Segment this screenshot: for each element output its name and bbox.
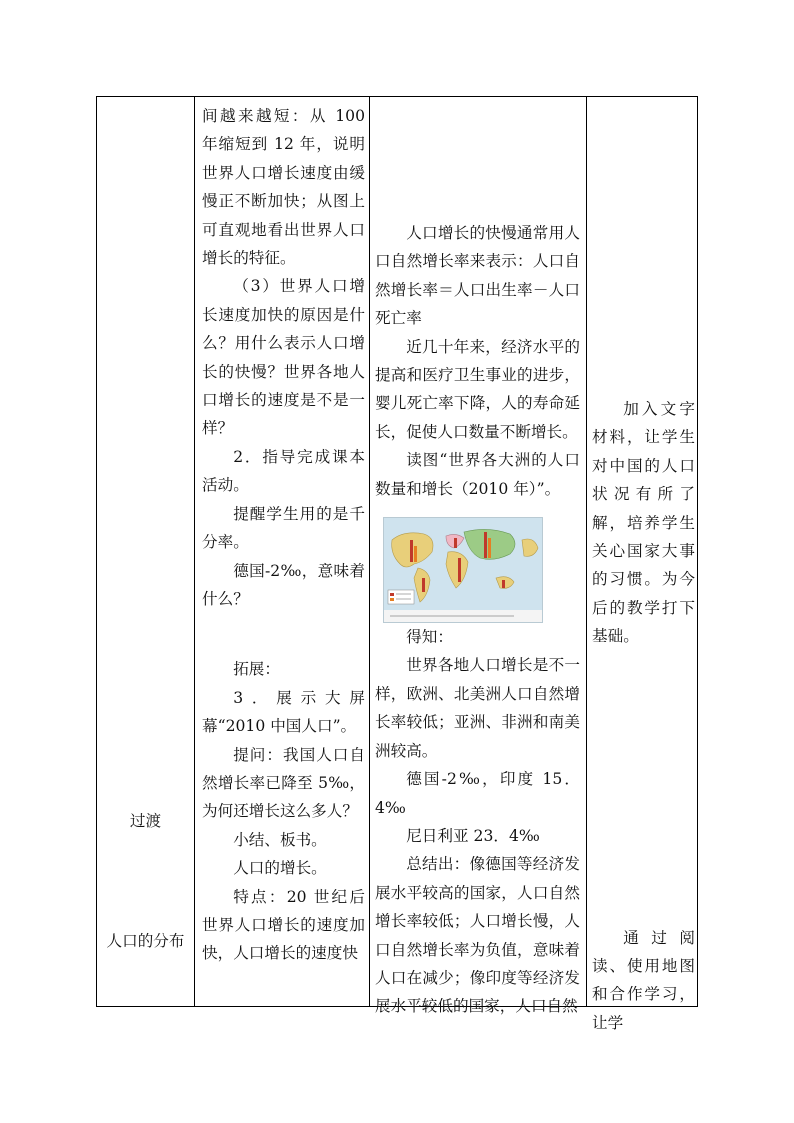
paragraph: 人口的增长。 (233, 859, 327, 878)
paragraph: 提醒学生用的是千分率。 (202, 504, 365, 552)
world-population-map (383, 517, 543, 623)
paragraph: 加入文字材料，让学生对中国的人口状况有所了解，培养学生关心国家大事的习惯。为今后的教学打下基础。 (592, 400, 695, 646)
paragraph: 世界各地人口增长是不一样，欧洲、北美洲人口自然增长率较低；亚洲、非洲和南美洲较高。 (375, 656, 580, 760)
paragraph: 得知： (406, 628, 453, 647)
paragraph: 2．指导完成课本活动。 (202, 447, 365, 495)
column-teacher-activities (194, 97, 369, 1006)
section-label-transition: 过渡 (129, 812, 162, 830)
paragraph: 德国-2‰，印度 15．4‰ (375, 770, 580, 817)
paragraph: 间越来越短：从 100 年缩短到 12 年，说明世界人口增长速度由缓慢正不断加快；从图上可直观地看出世界人口增长的特征。 (202, 107, 365, 268)
section-label-distribution: 人口的分布 (106, 932, 185, 950)
world-map-graphic (384, 518, 542, 622)
paragraph: 通过阅读、使用地图和合作学习，让学 (592, 928, 695, 1032)
paragraph: 尼日利亚 23．4‰ (406, 826, 540, 845)
paragraph: 拓展： (233, 660, 280, 679)
paragraph: 总结出：像德国等经济发展水平较高的国家，人口自然增长率较低；人口增长慢，人口自然增长率为负值，意味着人口在减少；像印度等经济发展水平较低的国家，人口自然 (375, 855, 580, 1016)
paragraph: 读图“世界各大洲的人口数量和增长（2010 年）”。 (375, 451, 580, 498)
paragraph: 3．展示大屏幕“2010 中国人口”。 (202, 688, 365, 736)
paragraph: 德国-2‰，意味着什么？ (202, 561, 365, 608)
paragraph: 小结、板书。 (233, 830, 327, 849)
paragraph: 近几十年来，经济水平的提高和医疗卫生事业的进步，婴儿死亡率下降，人的寿命延长，促使人口数量不断增长。 (375, 337, 580, 441)
paragraph: 人口增长的快慢通常用人口自然增长率来表示：人口自然增长率＝人口出生率－人口死亡率 (375, 224, 580, 328)
lesson-table (96, 96, 698, 1032)
column-section-labels (97, 97, 194, 1006)
column-design-intent (586, 97, 699, 1032)
paragraph: 提问：我国人口自然增长率已降至 5‰，为何还增长这么多人？ (202, 745, 365, 821)
paragraph: 特点：20 世纪后世界人口增长的速度加快，人口增长的速度快 (202, 887, 365, 963)
column-student-activities (369, 97, 586, 1016)
paragraph: （3）世界人口增长速度加快的原因是什么？用什么表示人口增长的快慢？世界各地人口增长的速度是不是一样？ (202, 277, 365, 438)
